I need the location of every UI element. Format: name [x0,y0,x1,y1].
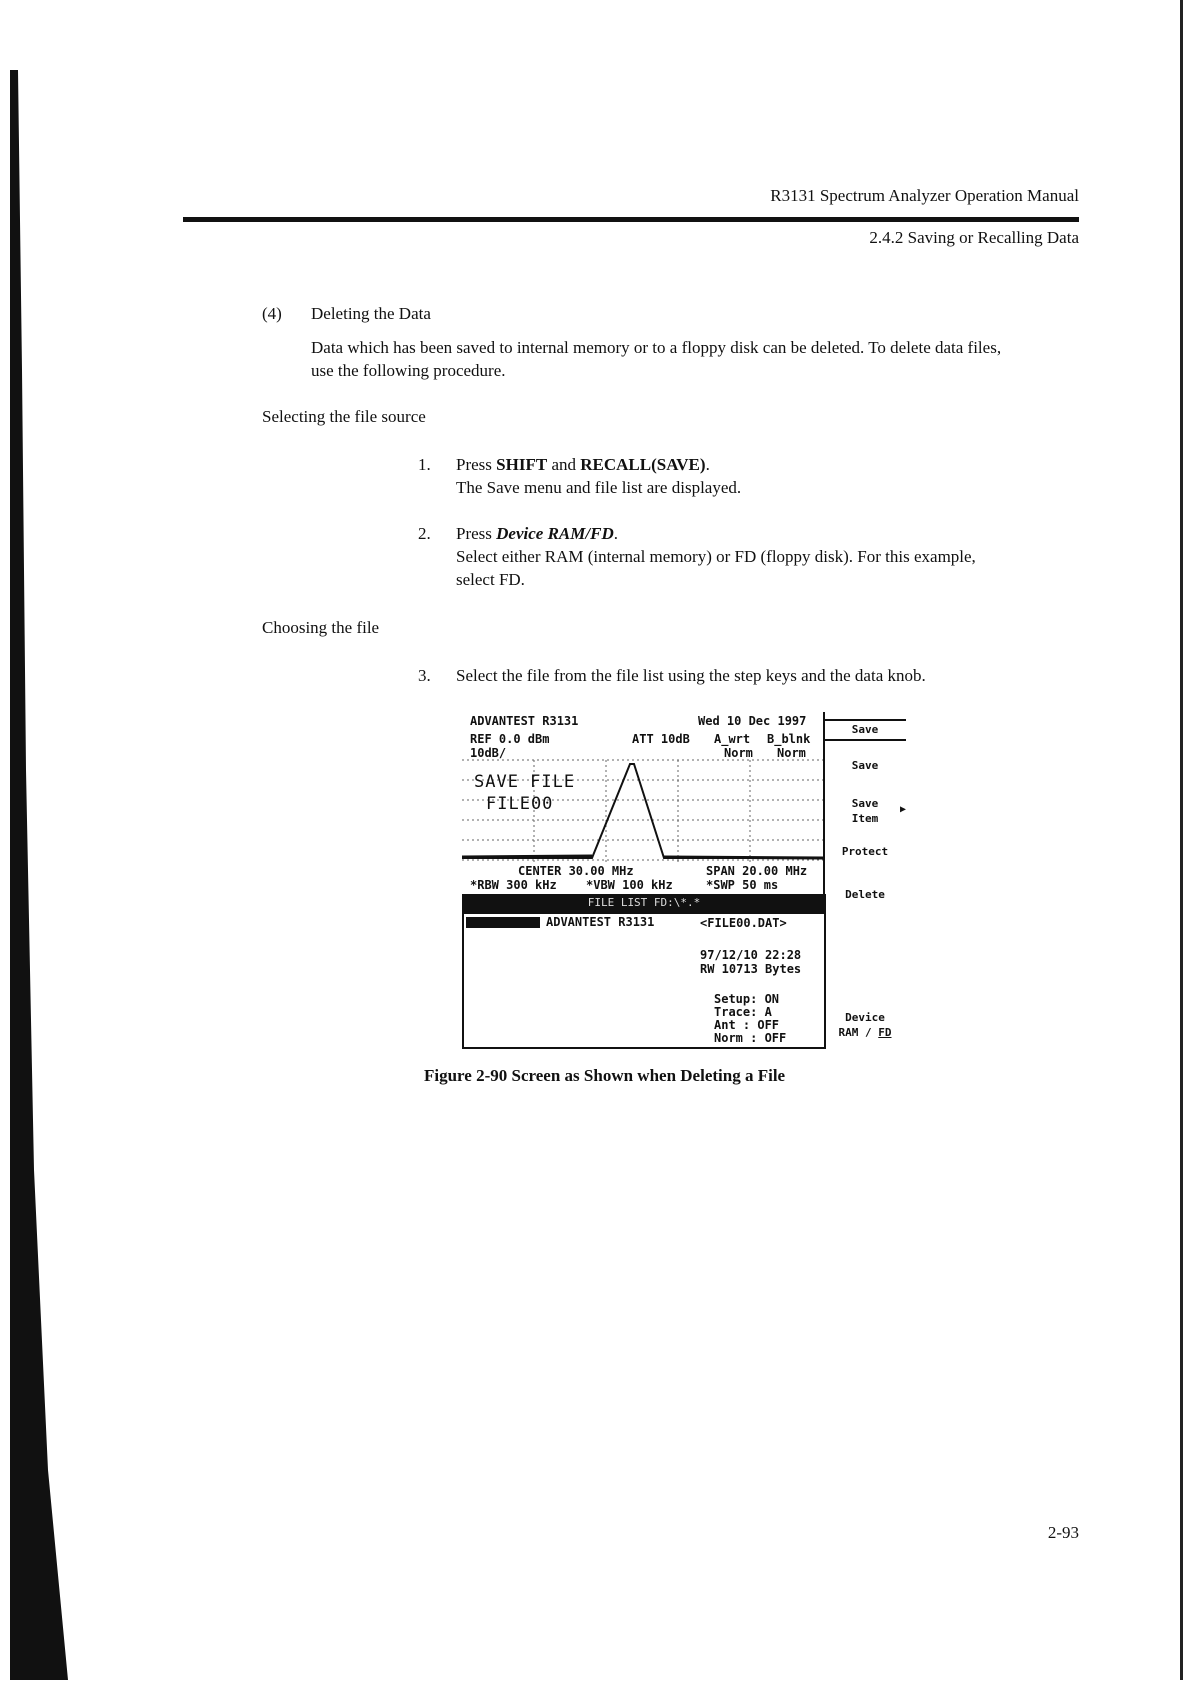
detail-trace: Trace: A [714,1005,772,1019]
screen-norm-a: Norm [724,746,753,760]
side-heading-file: Choosing the file [262,618,380,637]
step-2-description-1: Select either RAM (internal memory) or FD (floppy disk). For this example, [456,547,976,566]
screen-trace-a: A_wrt [714,732,751,746]
intro-line-1: Data which has been saved to internal memory or to a floppy disk can be deleted. To delete data files, [311,338,1002,357]
detail-setup: Setup: ON [714,992,780,1006]
analyzer-screen [462,712,906,1049]
screen-ref-level: REF 0.0 dBm [470,732,550,746]
screen-rbw: *RBW 300 kHz [470,878,557,892]
heading-title: Deleting the Data [311,304,431,323]
step-3-text: Select the file from the file list using the step keys and the data knob. [456,666,926,685]
screen-save-file: SAVE FILE [474,772,576,792]
screen-scale: 10dB/ [470,746,507,760]
screen-attenuation: ATT 10dB [632,732,690,746]
file-list [462,912,826,1049]
softkey-device[interactable]: Device RAM / FD [838,1011,892,1039]
step-3-number: 3. [418,666,431,685]
side-heading-source: Selecting the file source [262,407,426,426]
detail-file-name: <FILE00.DAT> [700,916,787,930]
screen-norm-b: Norm [777,746,806,760]
heading-number: (4) [262,304,282,323]
figure-caption: Figure 2-90 Screen as Shown when Deleting a File [424,1066,786,1085]
intro-line-2: use the following procedure. [311,361,506,380]
arrow-right-icon: ▶ [899,804,906,815]
detail-norm: Norm : OFF [714,1031,787,1045]
softkey-title: Save [851,723,879,736]
step-2-number: 2. [418,524,431,543]
selected-file-highlight[interactable] [466,917,540,928]
file-list-header: FILE LIST FD:\*.* [462,894,826,912]
step-1-action: Press SHIFT and RECALL(SAVE). [456,455,710,474]
softkey-save[interactable]: Save [851,759,879,772]
screen-vbw: *VBW 100 kHz [586,878,673,892]
screen-model: ADVANTEST R3131 [470,714,579,728]
detail-ant: Ant : OFF [714,1018,780,1032]
screen-date: Wed 10 Dec 1997 [698,714,807,728]
page-edge-line [1180,0,1183,1680]
screen-sweep: *SWP 50 ms [706,878,779,892]
softkey-protect[interactable]: Protect [841,845,889,858]
screen-span: SPAN 20.00 MHz [706,864,808,878]
step-1-description: The Save menu and file list are displayed. [456,478,742,497]
file-list-item[interactable]: ADVANTEST R3131 [546,915,655,929]
detail-date: 97/12/10 22:28 [700,948,802,962]
screen-file-name: FILE00 [486,794,554,814]
screen-trace-b: B_blnk [767,732,811,746]
page-number: 2-93 [1047,1523,1079,1542]
binding-edge [0,70,70,1680]
step-2-action: Press Device RAM/FD. [456,524,618,543]
step-2-description-2: select FD. [456,570,525,589]
header-rule [183,217,1079,222]
detail-size: RW 10713 Bytes [700,962,802,976]
screen-center: CENTER 30.00 MHz [518,864,634,878]
softkey-delete[interactable]: Delete [845,888,885,901]
manual-title: R3131 Spectrum Analyzer Operation Manual [770,186,1079,205]
section-title: 2.4.2 Saving or Recalling Data [869,228,1079,247]
step-1-number: 1. [418,455,431,474]
softkey-save-item[interactable]: Save Item ▶ [851,797,906,825]
